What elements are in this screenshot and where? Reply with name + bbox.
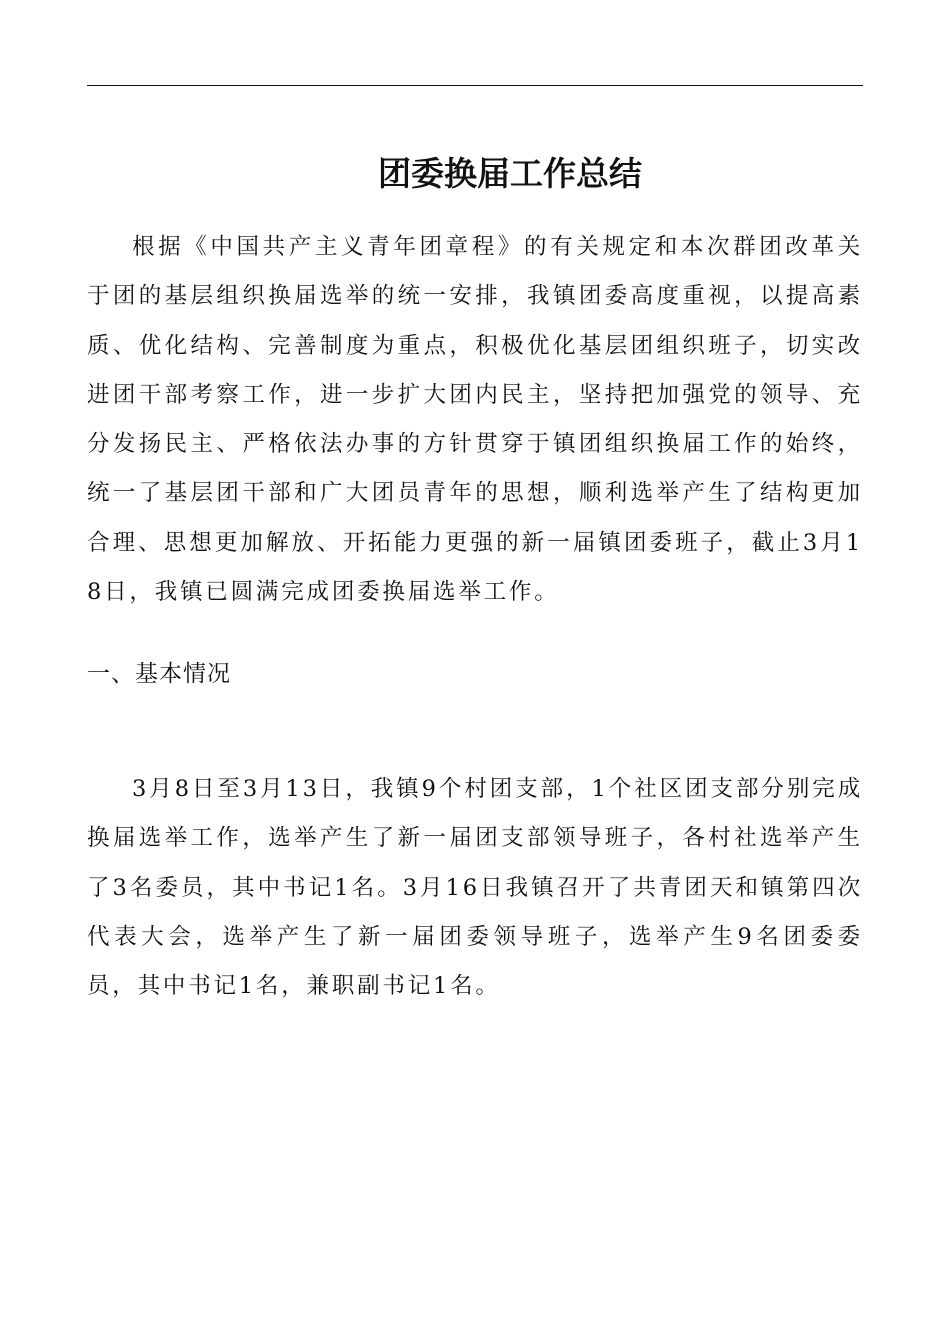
document-title: 团委换届工作总结 xyxy=(378,154,642,193)
basic-situation-paragraph: 3月8日至3月13日，我镇9个村团支部，1个社区团支部分别完成换届选举工作，选举产生了新一届团支部领导班子，各村社选举产生了3名委员，其中书记1名。3月16日我镇召开了共青团天和镇第四次代表大会，选举产生了新一届团委领导班子，选举产生9名团委委员，其中书记1名，兼职副书记1名。 xyxy=(87,776,863,1000)
header-rule xyxy=(87,85,863,86)
intro-paragraph: 根据《中国共产主义青年团章程》的有关规定和本次群团改革关于团的基层组织换届选举的统一安排，我镇团委高度重视，以提高素质、优化结构、完善制度为重点，积极优化基层团组织班子，切实改进团干部考察工作，进一步扩大团内民主，坚持把加强党的领导、充分发扬民主、严格依法办事的方针贯穿于镇团组织换届工作的始终，统一了基层团干部和广大团员青年的思想，顺利选举产生了结构更加合理、思想更加解放、开拓能力更强的新一届镇团委班子，截止3月18日，我镇已圆满完成团委换届选举工作。 xyxy=(87,234,863,606)
section-heading-basic-situation: 一、基本情况 xyxy=(87,661,231,687)
